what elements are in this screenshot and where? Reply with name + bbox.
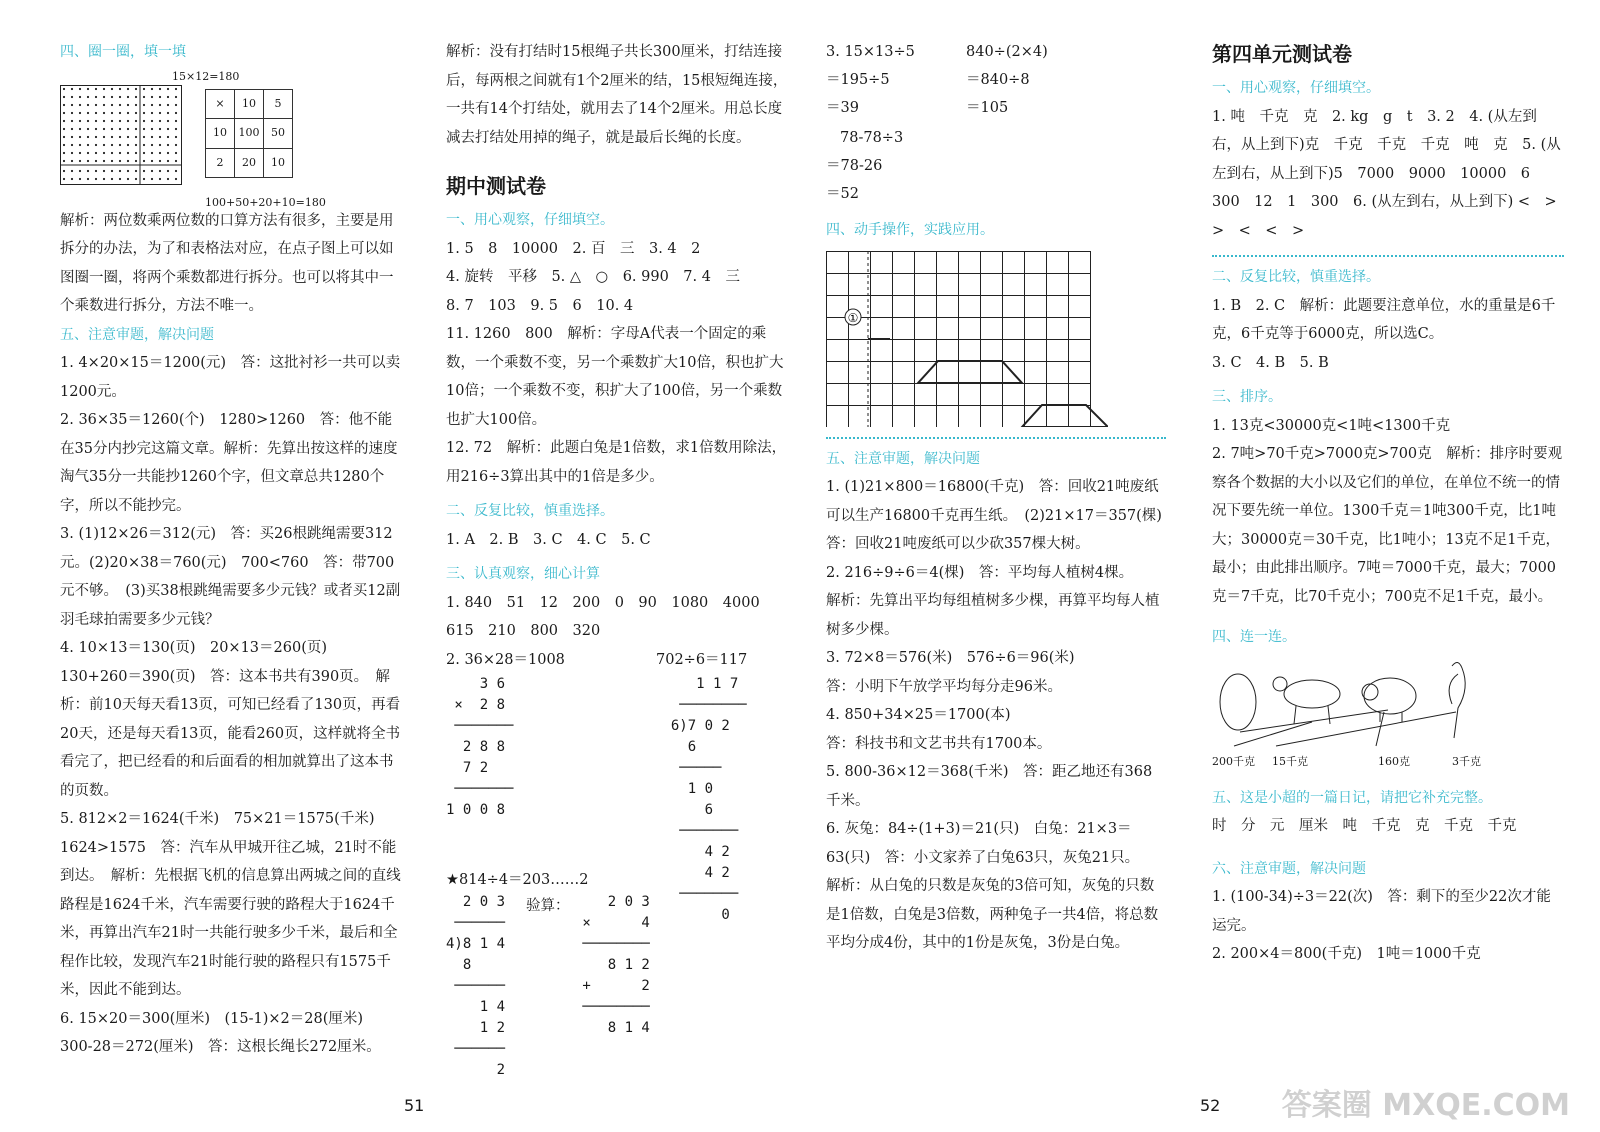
unit-section-5: 五、这是小超的一篇日记，请把它补充完整。: [1212, 789, 1492, 806]
answer-2: 2. 36×35＝1260(个) 1280>1260 答：他不能在35分内抄完这篇文章。解析：先算出按这样的速度淘气35分一共能抄1260个字，但文章总共1280个字，所以不能抄完。: [60, 412, 398, 514]
table-cell: 50: [264, 119, 293, 149]
column-4: [1212, 38, 1572, 969]
unit-s2-text: 1. B 2. C 解析：此题要注意单位，水的重量是6千克，6千克等于6000克，所以选C。: [1212, 297, 1556, 342]
table-cell: 2: [206, 148, 235, 178]
unit-section-4: 四、连一连。: [1212, 629, 1296, 645]
section-title-4: 四、圈一圈，填一填: [60, 44, 186, 60]
unit-section-3: 三、排序。: [1212, 389, 1282, 405]
answer-4: 4. 10×13＝130(页) 20×13＝260(页) 130+260＝390(页) 答：这本书共有390页。 解析：前10天每天看13页，可知已经看了130页，再看20天，还是每天看13页，能看260页，这样就将全书看完了，把已经看的和后面看的相加就算出了这本书的页数。: [60, 640, 401, 799]
pear-icon: [1220, 674, 1256, 730]
analysis-6: 解析：从白兔的只数是灰兔的3倍可知，灰兔的只数是1倍数，白兔是3倍数，两种兔子一共4倍，将总数平均分成4份，其中的1份是灰兔，3份是白兔。: [826, 878, 1159, 951]
midterm-title: 期中测试卷: [446, 174, 546, 198]
section-title-4b: 四、动手操作，实践应用。: [826, 222, 994, 238]
column-3: [826, 38, 1177, 958]
midterm-section-3: 三、认真观察，细心计算: [446, 566, 600, 582]
analysis-rope: 解析：没有打结时15根绳子共长300厘米，打结连接后，每两根之间就有1个2厘米的结，15根短绳连接，一共有14个打结处，就用去了14个2厘米。用总长度减去打结处用掉的绳子，就是最后长绳的长度。: [446, 44, 788, 146]
answer-4: 4. 850+34×25＝1700(本): [826, 707, 1011, 723]
unit-title: 第四单元测试卷: [1212, 42, 1352, 66]
unit-s3-line-2: 2. 7吨>70千克>7000克>700克 解析：排序时要观察各个数据的大小以及它们的单位，在单位不统一的情况下要先统一单位。1300千克＝1吨300千克，比1吨大；30000克＝30千克，比1吨小；13克不足1千克，最小；由此排出顺序。7吨＝7000千克，最大；7000克＝7千克，比70千克小；700克不足1千克，最小。: [1212, 446, 1563, 605]
calc-line: 3. 15×13÷5: [826, 44, 915, 60]
midterm-s1-line-3: 8. 7 103 9. 5 6 10. 4: [446, 297, 634, 314]
matching-svg: [1212, 652, 1502, 748]
calc-line: ＝39: [826, 100, 859, 116]
calc-block: [826, 38, 1166, 208]
table-cell: 5: [264, 89, 293, 119]
page-number-left: 51: [404, 1096, 425, 1115]
answer-4-reply: 答：科技书和文艺书共有1700本。: [826, 735, 1052, 752]
midterm-s3-line-2: 615 210 800 320: [446, 623, 601, 639]
watermark-text: 答案圈 MXQE.COM: [1281, 1088, 1570, 1123]
unit-s2-text-2: 3. C 4. B 5. B: [1212, 354, 1329, 371]
calc-line: ＝52: [826, 186, 859, 202]
answer-2: 2. 216÷9÷6＝4(棵) 答：平均每人植树4棵。: [826, 564, 1134, 581]
unit-s6-line-2: 2. 200×4＝800(千克) 1吨＝1000千克: [1212, 946, 1481, 962]
answer-6: 6. 灰兔：84÷(1+3)＝21(只) 白兔：21×3＝63(只) 答：小文家养了白兔63只，灰兔21只。: [826, 821, 1140, 866]
check-label: 验算：: [526, 897, 570, 914]
calc-line: 78-78÷3: [840, 130, 904, 146]
sheep-icon: [1362, 678, 1416, 722]
calc-line: ＝78-26: [826, 158, 883, 174]
divider: [1212, 255, 1564, 257]
unit-s5-text: 时 分 元 厘米 吨 千克 克 千克 千克: [1212, 818, 1517, 834]
watermark-logo: [1282, 1080, 1570, 1124]
answer-1: 1. (1)21×800＝16800(千克) 答：回收21吨废纸可以生产16800千克再生纸。 (2)21×17＝357(棵) 答：回收21吨废纸可以少砍357棵大树。: [826, 479, 1177, 552]
weight-label-a: 200千克: [1212, 754, 1255, 768]
unit-s6-line-1: 1. (100-34)÷3＝22(次) 答：剩下的至少22次才能运完。: [1212, 889, 1551, 934]
calc-label-b: 702÷6＝117: [656, 651, 748, 668]
answer-3-reply: 答：小明下午放学平均每分走96米。: [826, 678, 1062, 695]
matching-figure: [1212, 652, 1564, 770]
midterm-s2-line-1: 1. A 2. B 3. C 4. C 5. C: [446, 531, 651, 548]
section-title-5: 五、注意审题，解决问题: [60, 326, 214, 343]
analysis-2: 解析：先算出平均每组植树多少棵，再算平均每人植树多少棵。: [826, 593, 1160, 638]
midterm-s3-line-1: 1. 840 51 12 200 0 90 1080 4000: [446, 594, 760, 611]
calc-line: 840÷(2×4): [966, 44, 1048, 60]
answer-5: 5. 812×2＝1624(千米) 75×21＝1575(千米) 1624>1575 答：汽车从甲城开往乙城，21时不能到达。 解析：先根据飞机的信息算出两城之间的直线路程是1624千米，汽车需要行驶的路程大于1624千米，再算出汽车21时一共能行驶多少千米，最后和全程作比较，发现汽车21时能行驶的路程只有1575千米，因此不能到达。: [60, 811, 401, 998]
calc-label-a: 2. 36×28＝1008: [446, 651, 565, 668]
unit-s1-text: 1. 吨 千克 克 2. kg g t 3. 2 4. (从左到右，从上到下)克 千克 千克 千克 吨 克 5. (从左到右，从上到下)5 7000 9000 10000 6 300 12 1 300 6. (从左到右，从上到下) < > > < < >: [1212, 108, 1572, 239]
grid-label: ①: [847, 310, 859, 325]
midterm-s1-line-2: 4. 旋转 平移 5. △ ○ 6. 990 7. 4 三: [446, 269, 740, 285]
dot-grid: [60, 85, 182, 185]
grid-figure: [826, 251, 1108, 427]
calc-line: ＝195÷5: [826, 72, 890, 88]
answer-3: 3. 72×8＝576(米) 576÷6＝96(米): [826, 650, 1075, 666]
multiplication-table: [205, 89, 293, 179]
unit-s3-line-1: 1. 13克<30000克<1吨<1300千克: [1212, 417, 1451, 434]
divider: [826, 437, 1166, 439]
table-cell: 100: [235, 119, 264, 149]
table-cell: 10: [264, 148, 293, 178]
star-problem: ★814÷4＝203……2: [446, 871, 589, 888]
vertical-calculations: [446, 646, 788, 1078]
midterm-s1-line-5: 12. 72 解析：此题白兔是1倍数，求1倍数用除法，用216÷3算出其中的1倍是多少。: [446, 440, 787, 485]
vertical-division: 1 1 7 ──────── 6)7 0 2 6 ───── 1 0 6 ─────── 4 2 4 2 ─────── 0: [670, 675, 747, 923]
dot-figure: [60, 67, 403, 207]
answer-5: 5. 800-36×12＝368(千米) 答：距乙地还有368千米。: [826, 764, 1153, 809]
midterm-s1-line-4: 11. 1260 800 解析：字母A代表一个固定的乘数，一个乘数不变，另一个乘数扩大10倍，积也扩大10倍；一个乘数不变，积扩大了100倍，另一个乘数也扩大100倍。: [446, 326, 784, 428]
midterm-s1-line-1: 1. 5 8 10000 2. 百 三 3. 4 2: [446, 240, 701, 257]
section-title-5b: 五、注意审题，解决问题: [826, 450, 980, 467]
figure-caption-bottom: 100+50+20+10=180: [205, 195, 326, 209]
vertical-multiplication: 3 6 × 2 8 ─────── 2 8 8 7 2 ─────── 1 0 0 8: [446, 675, 514, 818]
page-number-right: 52: [1200, 1096, 1221, 1115]
column-1: [60, 38, 403, 1062]
analysis-paragraph: 解析：两位数乘两位数的口算方法有很多，主要是用拆分的办法，为了和表格法对应，在点子图上可以如图圈一圈，将两个乘数都进行拆分。也可以将其中一个乘数进行拆分，方法不唯一。: [60, 212, 394, 314]
figure-caption-top: 15×12=180: [172, 69, 240, 83]
midterm-section-1: 一、用心观察，仔细填空。: [446, 212, 614, 228]
weight-label-b: 15千克: [1272, 754, 1308, 768]
bull-icon: [1273, 677, 1340, 724]
table-cell: ×: [206, 89, 235, 119]
column-2: [446, 38, 788, 1078]
table-cell: 20: [235, 148, 264, 178]
weight-label-d: 3千克: [1452, 754, 1481, 768]
answer-6: 6. 15×20＝300(厘米) (15-1)×2＝28(厘米) 300-28＝272(厘米) 答：这根长绳长272厘米。: [60, 1010, 381, 1055]
calc-line: ＝840÷8: [966, 72, 1030, 88]
unit-section-1: 一、用心观察，仔细填空。: [1212, 80, 1380, 96]
unit-section-6: 六、注意审题，解决问题: [1212, 860, 1366, 877]
table-cell: 10: [206, 119, 235, 149]
table-cell: 10: [235, 89, 264, 119]
answer-3: 3. (1)12×26＝312(元) 答：买26根跳绳需要312元。(2)20×38＝760(元) 700<760 答：带700元不够。 (3)买38根跳绳需要多少元钱？或者买12副羽毛球拍需要多少元钱？: [60, 526, 401, 628]
unit-section-2: 二、反复比较，慎重选择。: [1212, 269, 1380, 285]
calc-line: ＝105: [966, 100, 1009, 116]
rooster-icon: [1449, 662, 1465, 738]
answer-1: 1. 4×20×15＝1200(元) 答：这批衬衫一共可以卖1200元。: [60, 355, 401, 400]
vertical-division-2: 2 0 3 ────── 4)8 1 4 8 ────── 1 4 1 2 ────── 2: [446, 893, 506, 1078]
midterm-section-2: 二、反复比较，慎重选择。: [446, 503, 614, 519]
weight-label-c: 160克: [1378, 754, 1410, 768]
check-multiplication: 2 0 3 × 4 ──────── 8 1 2 + 2 ──────── 8 1 4: [582, 893, 650, 1036]
